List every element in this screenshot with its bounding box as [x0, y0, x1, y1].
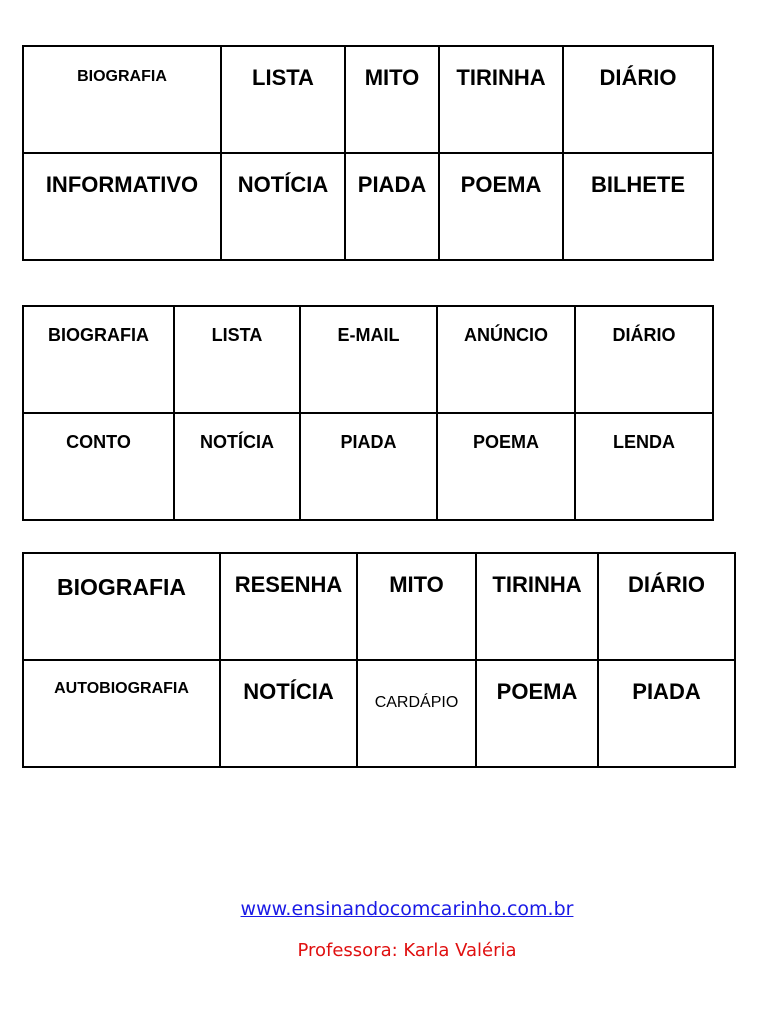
word-card: TIRINHA [439, 46, 563, 153]
word-card: PIADA [598, 660, 735, 767]
word-card: PIADA [345, 153, 439, 260]
word-card: LENDA [575, 413, 713, 520]
word-card: TIRINHA [476, 553, 598, 660]
table-row [23, 153, 713, 260]
word-card: LISTA [174, 306, 300, 413]
word-card: INFORMATIVO [23, 153, 221, 260]
word-card: BILHETE [563, 153, 713, 260]
word-card: BIOGRAFIA [23, 46, 221, 153]
word-card: PIADA [300, 413, 437, 520]
word-card: NOTÍCIA [221, 153, 345, 260]
word-card-table-2 [22, 305, 714, 521]
word-card-table-3 [22, 552, 736, 768]
word-card: BIOGRAFIA [23, 553, 220, 660]
word-card: AUTOBIOGRAFIA [23, 660, 220, 767]
table-row [23, 660, 735, 767]
word-card: POEMA [439, 153, 563, 260]
word-card: ANÚNCIO [437, 306, 575, 413]
word-card: CARDÁPIO [357, 660, 476, 767]
word-card: E-MAIL [300, 306, 437, 413]
word-card: DIÁRIO [575, 306, 713, 413]
website-link[interactable]: www.ensinandocomcarinho.com.br [240, 898, 574, 920]
word-card: DIÁRIO [598, 553, 735, 660]
table-row [23, 306, 713, 413]
author-credit: Professora: Karla Valéria [297, 940, 517, 961]
word-card: RESENHA [220, 553, 357, 660]
word-card: POEMA [476, 660, 598, 767]
word-card-table-1 [22, 45, 714, 261]
table-row [23, 553, 735, 660]
word-card: NOTÍCIA [220, 660, 357, 767]
table-row [23, 46, 713, 153]
word-card: BIOGRAFIA [23, 306, 174, 413]
word-card: DIÁRIO [563, 46, 713, 153]
table-row [23, 413, 713, 520]
word-card: LISTA [221, 46, 345, 153]
word-card: NOTÍCIA [174, 413, 300, 520]
word-card: POEMA [437, 413, 575, 520]
word-card: CONTO [23, 413, 174, 520]
word-card: MITO [345, 46, 439, 153]
word-card: MITO [357, 553, 476, 660]
